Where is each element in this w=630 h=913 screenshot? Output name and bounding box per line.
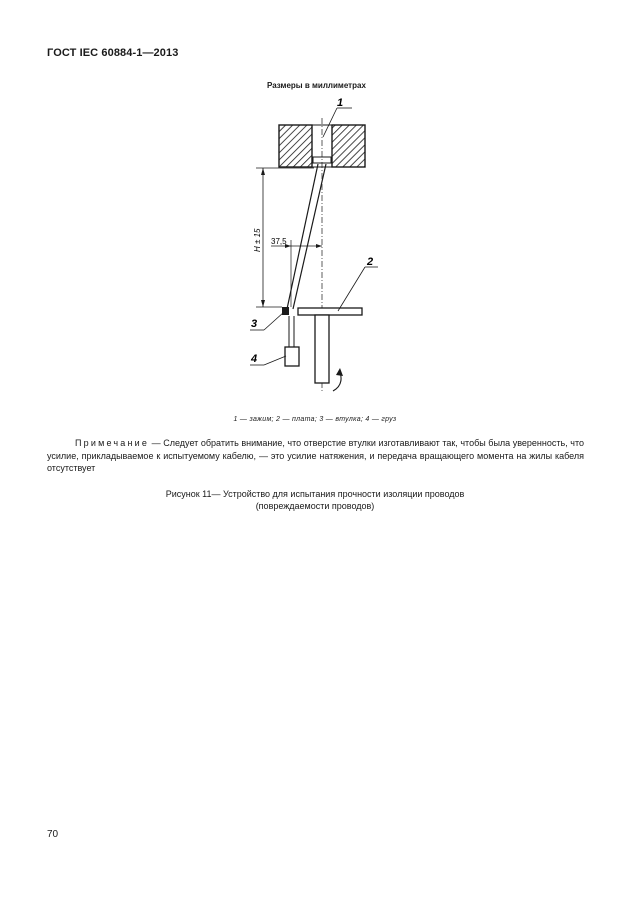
plate xyxy=(298,308,362,315)
note-paragraph xyxy=(47,437,584,475)
callout-1-label: 1 xyxy=(337,97,344,109)
offset-dimension-label: 37,5 xyxy=(271,237,287,246)
figure-legend: 1 — зажим; 2 — плата; 3 — втулка; 4 — груз xyxy=(233,416,397,423)
rotation-arrow xyxy=(333,368,343,391)
document-header: ГОСТ IEC 60884-1—2013 xyxy=(47,47,179,59)
callout-4 xyxy=(250,353,286,365)
offset-dimension xyxy=(271,237,322,307)
test-apparatus-figure xyxy=(0,0,630,413)
weight xyxy=(285,347,299,366)
note-text: — Следует обратить внимание, что отверстие втулки изготавливают так, чтобы была уверенность, что усилие, прикладываемое к испытуемому кабелю, — это усилие натяжения, и передача вращающего момента на жилы кабеля отсутствует xyxy=(47,438,584,473)
callout-4-label: 4 xyxy=(251,353,258,365)
bushing xyxy=(282,307,289,315)
callout-3 xyxy=(250,312,284,330)
figure-caption xyxy=(0,488,630,512)
page-number: 70 xyxy=(47,829,59,840)
dimensions-note: Размеры в миллиметрах xyxy=(267,81,366,90)
note-label: Примечание xyxy=(75,438,150,448)
callout-2 xyxy=(338,256,378,311)
shaft xyxy=(315,315,329,383)
caption-line-1: Рисунок 11— Устройство для испытания прочности изоляции проводов xyxy=(165,489,465,499)
caption-line-2: (повреждаемости проводов) xyxy=(255,501,375,511)
callout-3-label: 3 xyxy=(251,318,258,330)
callout-2-label: 2 xyxy=(367,256,374,268)
height-dimension-label: H ± 15 xyxy=(253,228,262,252)
